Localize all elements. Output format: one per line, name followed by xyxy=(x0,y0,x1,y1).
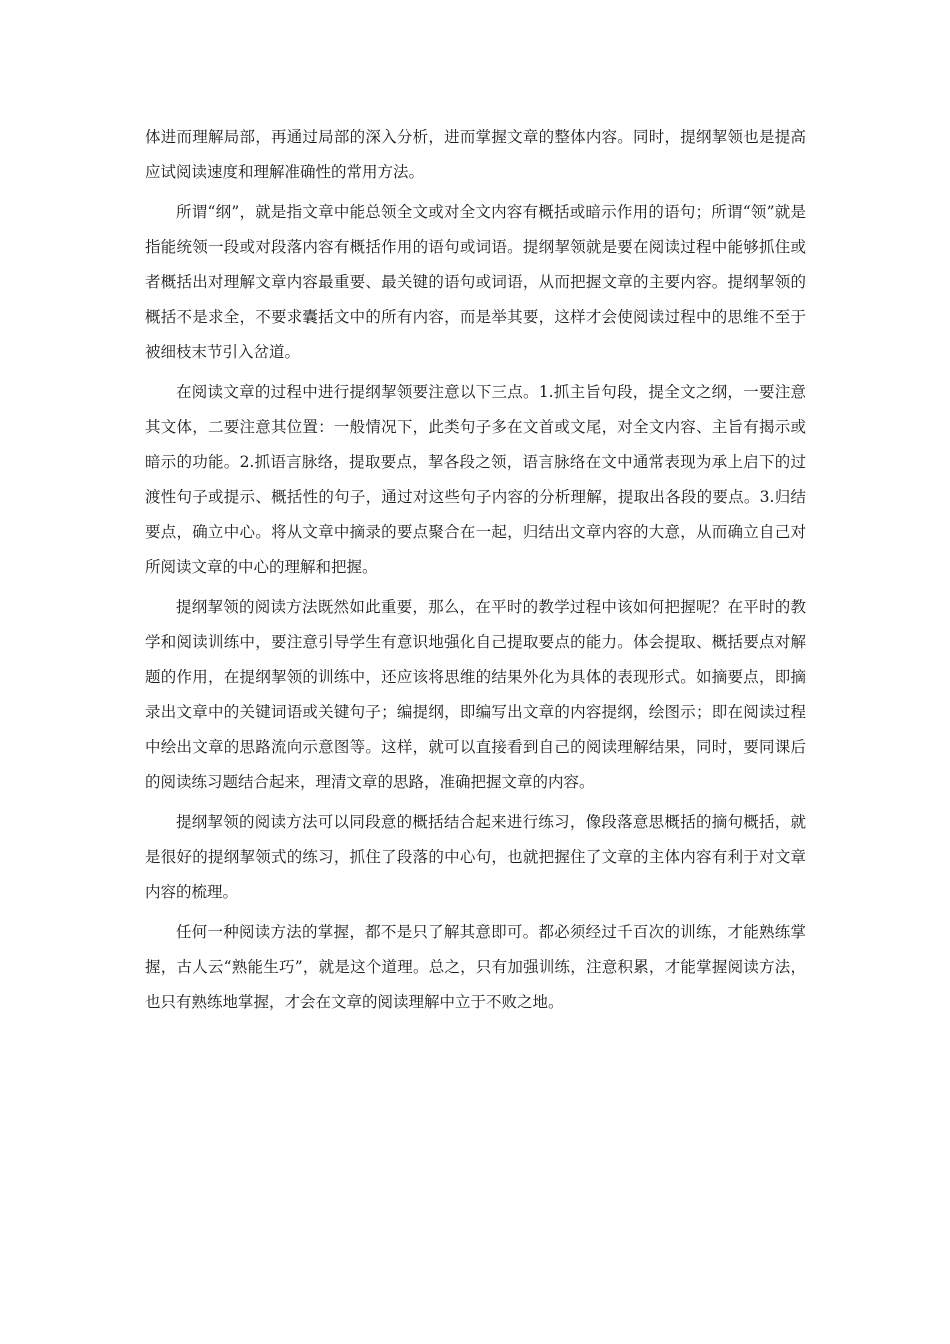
paragraph-continuation: 体进而理解局部，再通过局部的深入分析，进而掌握文章的整体内容。同时，提纲挈领也是提高应试阅读速度和理解准确性的常用方法。 xyxy=(145,128,806,181)
paragraph-practice-summary: 提纲挈领的阅读方法可以同段意的概括结合起来进行练习，像段落意思概括的摘句概括，就是很好的提纲挈领式的练习，抓住了段落的中心句，也就把握住了文章的主体内容有利于对文章内容的梳理。 xyxy=(145,813,806,901)
paragraph-three-points: 在阅读文章的过程中进行提纲挈领要注意以下三点。1.抓主旨句段，提全文之纲，一要注意其文体，二要注意其位置：一般情况下，此类句子多在文首或文尾，对全文内容、主旨有揭示或暗示的功能。2.抓语言脉络，提取要点，挈各段之领，语言脉络在文中通常表现为承上启下的过渡性句子或提示、概括性的句子，通过对这些句子内容的分析理解，提取出各段的要点。3.归结要点，确立中心。将从文章中摘录的要点聚合在一起，归结出文章内容的大意，从而确立自己对所阅读文章的中心的理解和把握。 xyxy=(145,383,806,576)
paragraph-conclusion: 任何一种阅读方法的掌握，都不是只了解其意即可。都必须经过千百次的训练，才能熟练掌握，古人云“熟能生巧”，就是这个道理。总之，只有加强训练，注意积累，才能掌握阅读方法，也只有熟练地掌握，才会在文章的阅读理解中立于不败之地。 xyxy=(145,923,806,1011)
paragraph-teaching-method: 提纲挈领的阅读方法既然如此重要，那么，在平时的教学过程中该如何把握呢？在平时的教学和阅读训练中，要注意引导学生有意识地强化自己提取要点的能力。体会提取、概括要点对解题的作用，在提纲挈领的训练中，还应该将思维的结果外化为具体的表现形式。如摘要点，即摘录出文章中的关键词语或关键句子；编提纲，即编写出文章的内容提纲，绘图示；即在阅读过程中绘出文章的思路流向示意图等。这样，就可以直接看到自己的阅读理解结果，同时，要同课后的阅读练习题结合起来，理清文章的思路，准确把握文章的内容。 xyxy=(145,598,806,791)
document-body xyxy=(145,120,806,1025)
paragraph-definition-gang-ling: 所谓“纲”，就是指文章中能总领全文或对全文内容有概括或暗示作用的语句；所谓“领”就是指能统领一段或对段落内容有概括作用的语句或词语。提纲挈领就是要在阅读过程中能够抓住或者概括出对理解文章内容最重要、最关键的语句或词语，从而把握文章的主要内容。提纲挈领的概括不是求全，不要求囊括文中的所有内容，而是举其要，这样才会使阅读过程中的思维不至于被细枝末节引入岔道。 xyxy=(145,203,806,361)
